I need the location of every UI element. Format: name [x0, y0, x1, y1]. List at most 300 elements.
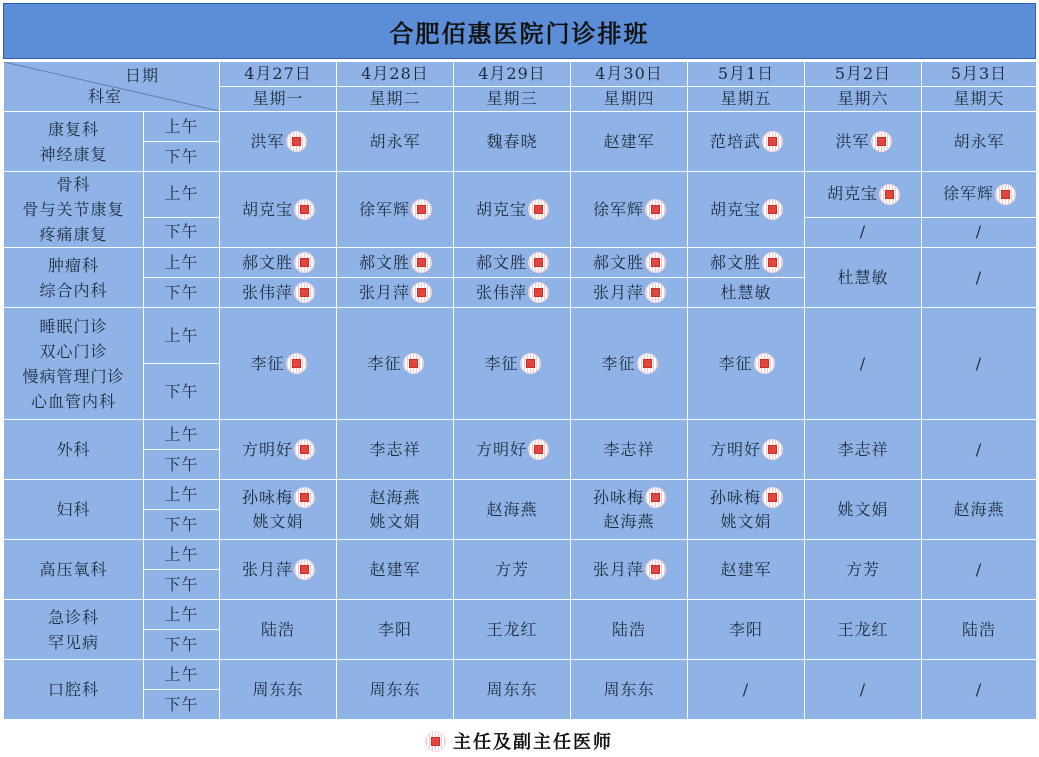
session-am-label: 上午 — [144, 308, 220, 364]
senior-doctor-marker-icon — [412, 283, 431, 302]
department-cell — [4, 600, 144, 660]
doctor-line — [337, 510, 453, 534]
doctor-name — [250, 130, 305, 154]
senior-doctor-marker-icon — [646, 488, 665, 507]
doctor-name-text: 姚文娟 — [252, 511, 304, 531]
schedule-cell — [337, 540, 454, 600]
doctor-name — [729, 618, 763, 642]
schedule-cell — [454, 660, 571, 720]
department-cell — [4, 420, 144, 480]
doctor-name — [720, 281, 771, 305]
department-cell — [4, 480, 144, 540]
senior-doctor-marker-icon — [646, 200, 665, 219]
weekday-cell: 星期二 — [337, 87, 454, 112]
doctor-line — [220, 281, 336, 305]
doctor-line — [454, 498, 570, 522]
senior-doctor-marker-icon — [295, 440, 314, 459]
senior-doctor-marker-icon — [426, 732, 445, 751]
senior-doctor-marker-icon — [763, 253, 782, 272]
doctor-line — [805, 352, 921, 376]
schedule-cell-am — [922, 172, 1037, 218]
weekday-cell: 星期天 — [922, 87, 1037, 112]
doctor-name — [710, 198, 782, 222]
senior-doctor-marker-icon — [763, 488, 782, 507]
schedule-cell — [220, 600, 337, 660]
doctor-name-text: 郝文胜 — [241, 252, 293, 272]
doctor-name — [378, 618, 412, 642]
doctor-line — [454, 130, 570, 154]
doctor-name-text: 方明好 — [475, 439, 527, 459]
schedule-cell — [220, 308, 337, 420]
doctor-line — [922, 498, 1036, 522]
schedule-cell — [454, 172, 571, 248]
senior-doctor-marker-icon — [638, 354, 657, 373]
doctor-line — [688, 678, 804, 702]
doctor-name-text: 方芳 — [494, 559, 529, 579]
doctor-name-text: 李志祥 — [369, 439, 421, 459]
doctor-name — [252, 678, 303, 702]
doctor-name-text: 杜慧敏 — [837, 267, 889, 287]
department-name: 骨与关节康复 — [22, 200, 125, 219]
schedule-cell — [454, 112, 571, 172]
senior-doctor-marker-icon — [880, 185, 899, 204]
schedule-cell — [220, 660, 337, 720]
doctor-line — [337, 618, 453, 642]
session-pm-label: 下午 — [144, 364, 220, 420]
date-row — [4, 62, 1037, 87]
senior-doctor-marker-icon — [755, 354, 774, 373]
schedule-cell-am — [571, 248, 688, 278]
schedule-cell-pm — [337, 278, 454, 308]
legend-label: 主任及副主任医师 — [453, 732, 613, 753]
doctor-line — [688, 438, 804, 462]
doctor-line — [571, 438, 687, 462]
senior-doctor-marker-icon — [295, 283, 314, 302]
schedule-cell — [805, 540, 922, 600]
senior-doctor-marker-icon — [287, 132, 306, 151]
doctor-name — [476, 251, 548, 275]
doctor-line — [454, 558, 570, 582]
doctor-name — [846, 558, 880, 582]
session-am-label: 上午 — [144, 480, 220, 510]
doctor-name — [367, 352, 422, 376]
schedule-cell — [337, 480, 454, 540]
date-cell: 4月27日 — [220, 62, 337, 87]
schedule-cell-am — [337, 248, 454, 278]
doctor-name — [976, 438, 982, 462]
doctor-line — [454, 281, 570, 305]
schedule-cell — [337, 308, 454, 420]
doctor-name-text: 方芳 — [845, 559, 880, 579]
doctor-name — [827, 182, 899, 206]
schedule-cell — [922, 112, 1037, 172]
schedule-cell — [220, 540, 337, 600]
doctor-name-text: 李征 — [718, 353, 753, 373]
doctor-name — [743, 678, 749, 702]
doctor-line — [571, 558, 687, 582]
schedule-cell — [454, 600, 571, 660]
doctor-name — [976, 678, 982, 702]
doctor-line — [688, 486, 804, 510]
doctor-name-text: 赵海燕 — [486, 499, 538, 519]
session-am-label: 上午 — [144, 248, 220, 278]
senior-doctor-marker-icon — [412, 200, 431, 219]
schedule-cell — [688, 308, 805, 420]
schedule-cell — [805, 480, 922, 540]
department-name: 心血管内科 — [30, 391, 116, 411]
doctor-name — [242, 281, 314, 305]
schedule-cell — [688, 112, 805, 172]
doctor-line — [220, 251, 336, 275]
weekday-cell: 星期五 — [688, 87, 805, 112]
date-cell: 5月2日 — [805, 62, 922, 87]
doctor-name-text: / — [859, 353, 867, 373]
weekday-cell: 星期四 — [571, 87, 688, 112]
doctor-name — [953, 130, 1004, 154]
doctor-name-text: 赵海燕 — [603, 511, 655, 531]
schedule-cell — [922, 308, 1037, 420]
date-label: 日期 — [124, 66, 159, 85]
legend — [0, 728, 1039, 754]
doctor-line — [688, 130, 804, 154]
doctor-name — [720, 510, 771, 534]
senior-doctor-marker-icon — [521, 354, 540, 373]
senior-doctor-marker-icon — [295, 200, 314, 219]
doctor-name — [359, 281, 431, 305]
doctor-name-text: 孙咏梅 — [592, 487, 644, 507]
doctor-name-text: 郝文胜 — [709, 252, 761, 272]
senior-doctor-marker-icon — [295, 560, 314, 579]
doctor-name-text: 魏春晓 — [486, 131, 538, 151]
session-am-label: 上午 — [144, 420, 220, 450]
doctor-name — [476, 438, 548, 462]
doctor-name — [242, 438, 314, 462]
doctor-name-text: 郝文胜 — [475, 252, 527, 272]
schedule-cell-pm — [688, 278, 805, 308]
schedule-row-am — [4, 600, 1037, 630]
schedule-cell — [688, 660, 805, 720]
schedule-row-am — [4, 112, 1037, 142]
schedule-row-am — [4, 540, 1037, 570]
doctor-line — [220, 486, 336, 510]
doctor-name — [593, 486, 665, 510]
doctor-line — [922, 438, 1036, 462]
senior-doctor-marker-icon — [529, 283, 548, 302]
doctor-name-text: 赵建军 — [720, 559, 772, 579]
doctor-line — [337, 558, 453, 582]
doctor-line — [337, 678, 453, 702]
doctor-name — [242, 198, 314, 222]
session-pm-label: 下午 — [144, 690, 220, 720]
doctor-name — [486, 618, 537, 642]
doctor-line — [922, 352, 1036, 376]
schedule-cell — [454, 480, 571, 540]
schedule-cell — [922, 480, 1037, 540]
doctor-name-text: 范培武 — [709, 131, 761, 151]
doctor-name — [976, 558, 982, 582]
doctor-name-text: 李征 — [601, 353, 636, 373]
doctor-name — [495, 558, 529, 582]
schedule-cell — [688, 480, 805, 540]
schedule-cell — [922, 660, 1037, 720]
schedule-cell — [337, 112, 454, 172]
doctor-line — [805, 130, 921, 154]
page-title: 合肥佰惠医院门诊排班 — [3, 3, 1036, 59]
doctor-name-text: 赵海燕 — [369, 487, 421, 507]
dept-label: 科室 — [88, 87, 123, 106]
session-am-label: 上午 — [144, 172, 220, 218]
doctor-name — [242, 486, 314, 510]
senior-doctor-marker-icon — [646, 283, 665, 302]
doctor-name — [837, 498, 888, 522]
doctor-name-text: 陆浩 — [260, 619, 295, 639]
doctor-name-text: 李阳 — [377, 619, 412, 639]
senior-doctor-marker-icon — [295, 488, 314, 507]
schedule-cell — [688, 600, 805, 660]
schedule-cell — [922, 540, 1037, 600]
schedule-cell — [337, 172, 454, 248]
doctor-name-text: 陆浩 — [961, 619, 996, 639]
date-cell: 4月30日 — [571, 62, 688, 87]
department-name: 神经康复 — [39, 144, 108, 164]
doctor-name — [369, 510, 420, 534]
department-cell — [4, 660, 144, 720]
doctor-name-text: 方明好 — [241, 439, 293, 459]
department-name: 睡眠门诊 — [39, 316, 108, 336]
session-am-label: 上午 — [144, 600, 220, 630]
session-pm-label: 下午 — [144, 510, 220, 540]
session-pm-label: 下午 — [144, 278, 220, 308]
schedule-row-am — [4, 480, 1037, 510]
doctor-line — [571, 678, 687, 702]
department-name: 口腔科 — [47, 680, 99, 699]
doctor-name — [369, 486, 420, 510]
doctor-name — [837, 438, 888, 462]
doctor-line — [805, 220, 921, 244]
doctor-line — [220, 618, 336, 642]
weekday-cell: 星期六 — [805, 87, 922, 112]
schedule-cell-am — [220, 248, 337, 278]
doctor-name-text: 李志祥 — [603, 439, 655, 459]
schedule-cell — [688, 420, 805, 480]
schedule-table — [3, 61, 1037, 720]
doctor-line — [688, 558, 804, 582]
doctor-name-text: 王龙红 — [486, 619, 538, 639]
schedule-cell — [571, 480, 688, 540]
schedule-cell — [571, 600, 688, 660]
doctor-name-text: 洪军 — [835, 131, 870, 151]
schedule-cell — [922, 248, 1037, 308]
senior-doctor-marker-icon — [529, 200, 548, 219]
doctor-name — [835, 130, 890, 154]
schedule-cell — [922, 600, 1037, 660]
doctor-name — [486, 130, 537, 154]
doctor-name — [603, 130, 654, 154]
doctor-line — [805, 498, 921, 522]
schedule-cell — [337, 660, 454, 720]
doctor-name-text: 张月萍 — [241, 559, 293, 579]
schedule-cell — [571, 540, 688, 600]
doctor-line — [922, 678, 1036, 702]
doctor-name — [261, 618, 295, 642]
schedule-cell — [571, 112, 688, 172]
schedule-cell — [220, 112, 337, 172]
department-name: 康复科 — [47, 119, 99, 139]
schedule-cell — [805, 248, 922, 308]
schedule-cell — [337, 600, 454, 660]
schedule-cell — [454, 308, 571, 420]
doctor-name — [718, 352, 773, 376]
doctor-name-text: 胡克宝 — [826, 184, 878, 204]
doctor-line — [571, 130, 687, 154]
doctor-name — [837, 266, 888, 290]
schedule-cell — [805, 660, 922, 720]
schedule-cell — [805, 420, 922, 480]
department-name: 罕见病 — [47, 632, 99, 652]
doctor-name — [593, 198, 665, 222]
doctor-name — [860, 678, 866, 702]
doctor-line — [571, 352, 687, 376]
schedule-cell — [805, 112, 922, 172]
department-name: 疼痛康复 — [39, 225, 108, 244]
schedule-row-am — [4, 248, 1037, 278]
doctor-name — [710, 438, 782, 462]
doctor-name — [603, 678, 654, 702]
department-cell — [4, 112, 144, 172]
schedule-cell — [805, 600, 922, 660]
senior-doctor-marker-icon — [763, 440, 782, 459]
date-cell: 5月1日 — [688, 62, 805, 87]
department-name: 急诊科 — [47, 607, 99, 627]
doctor-name-text: / — [859, 679, 867, 699]
session-pm-label: 下午 — [144, 630, 220, 660]
doctor-line — [688, 281, 804, 305]
doctor-name-text: 李征 — [250, 353, 285, 373]
session-pm-label: 下午 — [144, 450, 220, 480]
date-cell: 4月29日 — [454, 62, 571, 87]
doctor-line — [454, 618, 570, 642]
doctor-name — [860, 220, 866, 244]
doctor-name — [359, 198, 431, 222]
doctor-name-text: 徐军辉 — [358, 199, 410, 219]
doctor-name — [837, 618, 888, 642]
corner-header — [4, 62, 220, 112]
doctor-name-text: 李阳 — [728, 619, 763, 639]
senior-doctor-marker-icon — [996, 185, 1015, 204]
doctor-name-text: 李征 — [367, 353, 402, 373]
department-name: 综合内科 — [39, 280, 108, 300]
senior-doctor-marker-icon — [295, 253, 314, 272]
senior-doctor-marker-icon — [412, 253, 431, 272]
schedule-cell — [571, 172, 688, 248]
doctor-name-text: 徐军辉 — [592, 199, 644, 219]
doctor-name-text: / — [975, 439, 983, 459]
doctor-name — [943, 182, 1015, 206]
doctor-name-text: / — [975, 353, 983, 373]
department-cell — [4, 540, 144, 600]
schedule-cell-pm — [220, 278, 337, 308]
doctor-line — [805, 558, 921, 582]
doctor-name-text: 胡永军 — [953, 131, 1005, 151]
schedule-cell-pm — [922, 217, 1037, 247]
doctor-name — [976, 266, 982, 290]
doctor-line — [220, 678, 336, 702]
schedule-cell-am — [688, 248, 805, 278]
doctor-name — [720, 558, 771, 582]
doctor-name-text: 胡克宝 — [241, 199, 293, 219]
department-name: 慢病管理门诊 — [22, 366, 125, 386]
doctor-name — [484, 352, 539, 376]
doctor-line — [454, 251, 570, 275]
doctor-line — [805, 182, 921, 206]
schedule-row-am — [4, 172, 1037, 218]
doctor-line — [571, 618, 687, 642]
doctor-line — [454, 678, 570, 702]
doctor-line — [337, 130, 453, 154]
doctor-name — [603, 510, 654, 534]
doctor-name-text: 洪军 — [250, 131, 285, 151]
doctor-name-text: 张伟萍 — [241, 282, 293, 302]
doctor-line — [220, 198, 336, 222]
schedule-cell-am — [805, 172, 922, 218]
doctor-name-text: 孙咏梅 — [241, 487, 293, 507]
doctor-name-text: / — [975, 559, 983, 579]
senior-doctor-marker-icon — [872, 132, 891, 151]
doctor-name — [710, 486, 782, 510]
doctor-name-text: 方明好 — [709, 439, 761, 459]
doctor-name-text: 张月萍 — [358, 282, 410, 302]
doctor-name — [486, 498, 537, 522]
doctor-line — [571, 510, 687, 534]
session-am-label: 上午 — [144, 112, 220, 142]
doctor-line — [454, 352, 570, 376]
schedule-body — [4, 62, 1037, 720]
doctor-name-text: 周东东 — [252, 679, 304, 699]
doctor-name-text: 王龙红 — [837, 619, 889, 639]
senior-doctor-marker-icon — [529, 440, 548, 459]
doctor-name-text: 胡永军 — [369, 131, 421, 151]
schedule-cell-am — [454, 248, 571, 278]
doctor-name — [976, 352, 982, 376]
doctor-line — [571, 198, 687, 222]
doctor-name — [593, 281, 665, 305]
doctor-name — [242, 251, 314, 275]
department-cell — [4, 248, 144, 308]
department-name: 妇科 — [56, 500, 91, 519]
doctor-line — [688, 251, 804, 275]
doctor-name-text: 郝文胜 — [358, 252, 410, 272]
doctor-name-text: 周东东 — [369, 679, 421, 699]
doctor-name-text: 李志祥 — [837, 439, 889, 459]
doctor-name — [860, 352, 866, 376]
doctor-line — [220, 558, 336, 582]
schedule-row-am — [4, 420, 1037, 450]
senior-doctor-marker-icon — [646, 560, 665, 579]
doctor-line — [922, 182, 1036, 206]
session-am-label: 上午 — [144, 660, 220, 690]
doctor-line — [337, 281, 453, 305]
doctor-name — [486, 678, 537, 702]
doctor-name-text: 姚文娟 — [720, 511, 772, 531]
doctor-name-text: 赵建军 — [369, 559, 421, 579]
doctor-name-text: 周东东 — [603, 679, 655, 699]
weekday-cell: 星期三 — [454, 87, 571, 112]
department-cell — [4, 308, 144, 420]
doctor-line — [571, 281, 687, 305]
doctor-name-text: / — [742, 679, 750, 699]
doctor-name-text: 姚文娟 — [369, 511, 421, 531]
doctor-name-text: 杜慧敏 — [720, 282, 772, 302]
